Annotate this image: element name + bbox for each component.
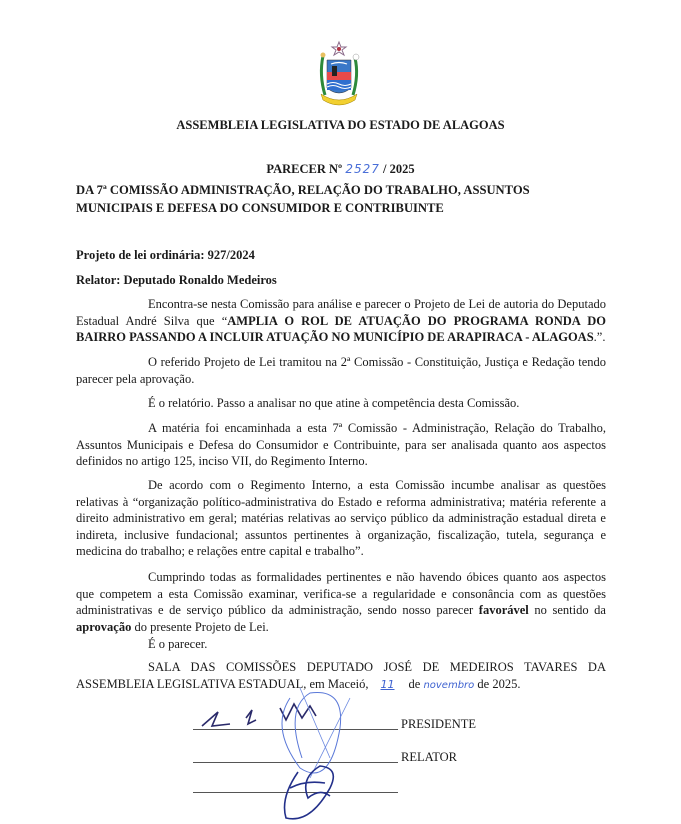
coat-of-arms-icon (311, 40, 367, 110)
signature-blue-stroke (300, 688, 350, 778)
intro-text: Encontra-se nesta Comissão para análise e parecer o Projeto de Lei de autoria do Deputado Estadual André Silva que “ (76, 297, 606, 328)
favoravel: favorável (478, 603, 529, 617)
closing-location-date (76, 659, 606, 694)
handwritten-day: 11 (380, 677, 395, 691)
conclusion-text: Cumprindo todas as formalidades pertinentes e não havendo óbices quanto aos aspectos que competem a esta Comissão examinar, verifica-se a regularidade e consonância com as questões administrativas e de serviço público da administração, sendo nosso parecer (76, 570, 606, 617)
conclusion-mid: no sentido da (528, 603, 606, 617)
paragraph-materia: A matéria foi encaminhada a esta 7ª Comissão - Administração, Relação do Trabalho, Assuntos Municipais e Defesa do Consumidor e Contribuinte, para ser analisada quanto aos aspectos definidos no artigo 125, inciso VII, do Regimento Interno. (76, 421, 606, 468)
presidente-label: PRESIDENTE (401, 717, 476, 731)
paragraph-relatorio: É o relatório. Passo a analisar no que atine à competência desta Comissão. (148, 396, 520, 410)
commission-title: DA 7ª COMISSÃO ADMINISTRAÇÃO, RELAÇÃO DO TRABALHO, ASSUNTOS MUNICIPAIS E DEFESA DO CONSUMIDOR E CONTRIBUINTE (76, 183, 530, 215)
paragraph-conclusion (76, 569, 606, 635)
signature-line-third (193, 792, 398, 793)
parecer-number-handwritten: 2527 (345, 162, 380, 176)
bill-title: AMPLIA O ROL DE ATUAÇÃO DO PROGRAMA RONDA DO BAIRRO PASSANDO A INCLUIR ATUAÇÃO NO MUNICÍPIO DE ARAPIRACA - ALAGOAS (76, 313, 606, 344)
handwritten-month: novembro (423, 679, 475, 691)
e-o-parecer: É o parecer. (148, 637, 208, 651)
date-de: de (408, 676, 421, 691)
projeto-field: Projeto de lei ordinária: 927/2024 (76, 248, 255, 262)
paragraph-regimento: De acordo com o Regimento Interno, a esta Comissão incumbe analisar as questões relativas à “organização político-administrativa do Estado e reforma administrativa; matéria referente a direito administrativo em geral; matérias relativas ao serviço público da administração estadual direta e indireta, inclusive fundacional; assuntos pertinentes à organização, fiscalização, tutela, segurança e medicina do trabalho; e relações entre capital e trabalho”. (76, 478, 606, 558)
signature-blue-loop (282, 692, 341, 773)
intro-end: .”. (593, 330, 606, 344)
parecer-year: / 2025 (382, 162, 415, 176)
date-year: de 2025. (477, 676, 521, 691)
parecer-title (0, 162, 681, 177)
relator-field: Relator: Deputado Ronaldo Medeiros (76, 273, 277, 287)
parecer-prefix: PARECER Nº (266, 162, 343, 176)
signature-line-relator (193, 762, 398, 763)
relator-label: RELATOR (401, 750, 458, 764)
signature-line-presidente (193, 729, 398, 730)
closing-text: SALA DAS COMISSÕES DEPUTADO JOSÉ DE MEDEIROS TAVARES DA ASSEMBLEIA LEGISLATIVA ESTADUAL, em Maceió, (76, 660, 606, 691)
assembly-title: ASSEMBLEIA LEGISLATIVA DO ESTADO DE ALAGOAS (176, 118, 505, 132)
signature-presidente (202, 704, 316, 726)
paragraph-tramitacao: O referido Projeto de Lei tramitou na 2ª Comissão - Constituição, Justiça e Redação tendo parecer pela aprovação. (76, 355, 606, 386)
aprovacao: aprovação (76, 619, 132, 634)
conclusion-end: do presente Projeto de Lei. (131, 619, 269, 634)
paragraph-intro (76, 296, 606, 346)
